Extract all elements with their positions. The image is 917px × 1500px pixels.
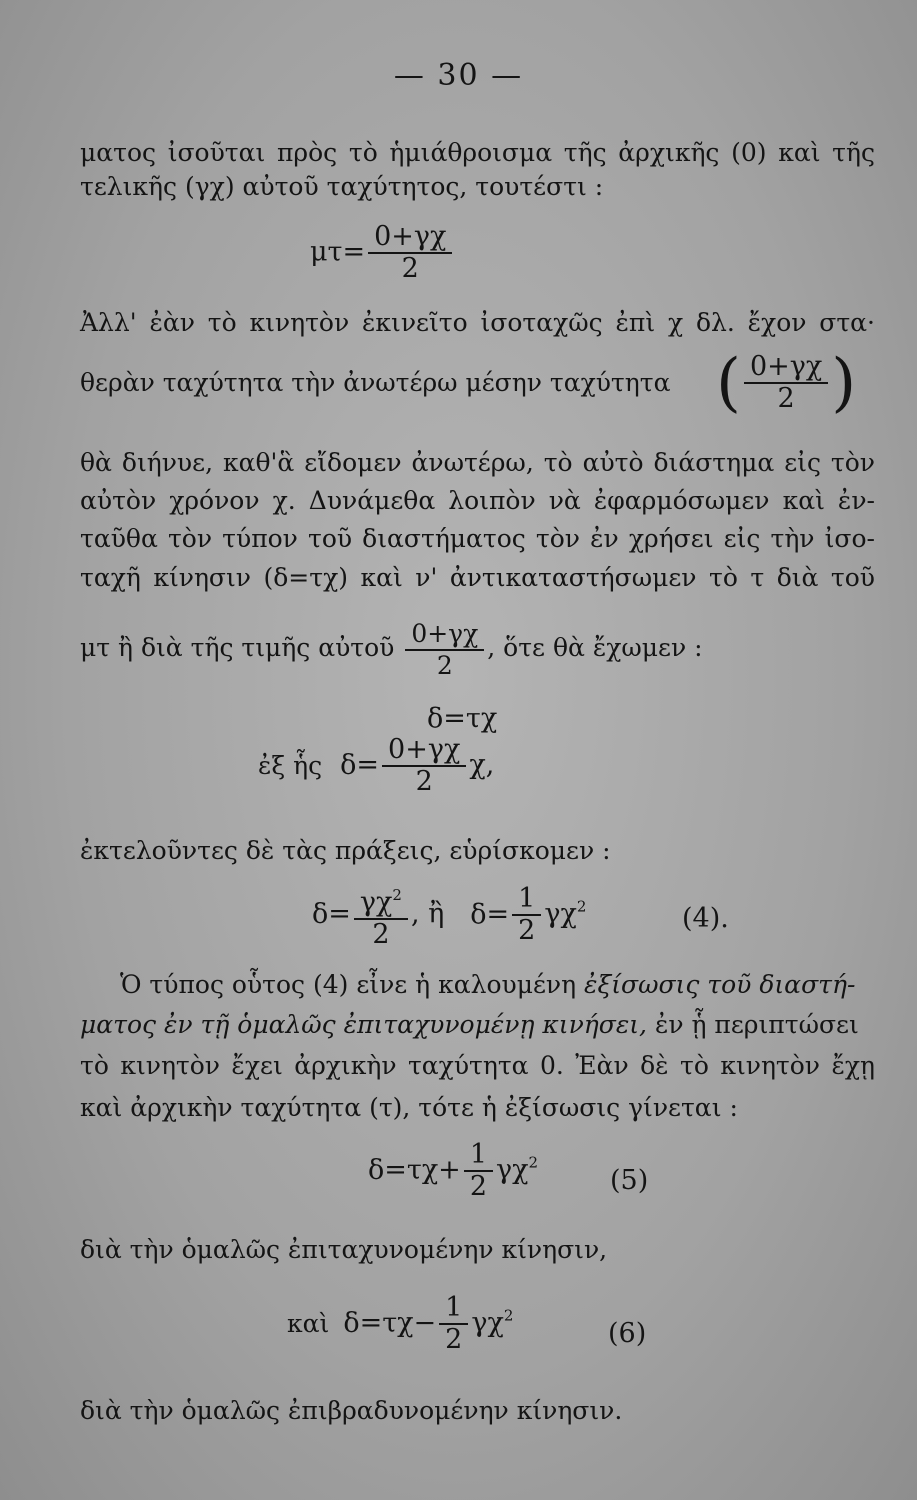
chi-factor: χ,: [469, 749, 495, 781]
text-line-10: ἐκτελοῦντες δὲ τὰς πράξεις, εὑρίσκομεν :: [80, 836, 611, 865]
fraction-numerator: [354, 880, 408, 918]
equation-4-label: (4).: [682, 903, 729, 934]
delta-tau-chi-minus: δ=τχ−: [343, 1307, 437, 1339]
equation-6-label: (6): [608, 1318, 647, 1349]
text-line-5: θὰ διήνυε, καθ'ἃ εἴδομεν ἀνωτέρω, τὸ αὐτὸ διάστημα εἰς τὸν: [80, 448, 875, 477]
fraction-numerator: 1: [469, 1139, 487, 1170]
fraction: [405, 619, 484, 681]
text-line-15: διὰ τὴν ὁμαλῶς ἐπιταχυνομένην κίνησιν,: [80, 1235, 608, 1264]
fraction-numerator: 1: [518, 883, 536, 914]
gamma-chi: γχ: [471, 1307, 504, 1339]
equation-delta-substituted: [258, 735, 494, 797]
delta-tau-chi-plus: δ=τχ+: [368, 1154, 461, 1186]
fraction-numerator: 0+γχ: [374, 221, 447, 252]
delta-equals: δ=: [340, 749, 380, 781]
fraction-denominator: 2: [401, 253, 419, 284]
text-line-6: αὐτὸν χρόνον χ. Δυνάμεθα λοιπὸν νὰ ἐφαρμόσωμεν καὶ ἐν-: [80, 486, 875, 515]
delta-equals: δ=: [470, 898, 510, 930]
text-line-14: καὶ ἀρχικὴν ταχύτητα (τ), τότε ἡ ἐξίσωσις γίνεται :: [80, 1093, 738, 1122]
text-line-16: διὰ τὴν ὁμαλῶς ἐπιβραδυνομένην κίνησιν.: [80, 1396, 623, 1425]
text-line-11-start: Ὁ τύπος οὗτος (4) εἶνε ἡ καλουμένη: [120, 970, 577, 999]
exponent: 2: [528, 1153, 539, 1172]
gamma-chi: γχ: [544, 898, 577, 930]
text-line-12-end: ἐν ᾗ περιπτώσει: [654, 1010, 859, 1039]
text-line-2: τελικῆς (γχ) αὐτοῦ ταχύτητος, τουτέστι :: [80, 172, 604, 201]
equation-4: [312, 880, 586, 950]
fraction-half: [512, 884, 541, 946]
equation-6: [287, 1293, 513, 1355]
equation-lhs: μτ=: [310, 236, 366, 268]
text-line-9-end: , ὅτε θὰ ἔχωμεν :: [487, 633, 703, 662]
fraction: [354, 880, 408, 950]
fraction-numerator: 0+γχ: [388, 734, 461, 765]
text-line-11: [80, 968, 875, 1002]
text-line-9-start: μτ ἢ διὰ τῆς τιμῆς αὐτοῦ: [80, 633, 395, 662]
equation-mean-velocity: [310, 222, 455, 284]
and-word: καὶ: [287, 1308, 330, 1338]
fraction-denominator: 2: [436, 650, 453, 680]
fraction-numerator: 0+γχ: [749, 351, 823, 382]
equation-mean-velocity-inline: [716, 346, 857, 420]
text-line-13: τὸ κινητὸν ἔχει ἀρχικὴν ταχύτητα 0. Ἐὰν δὲ τὸ κινητὸν ἔχῃ: [80, 1051, 875, 1080]
exponent: 2: [503, 1306, 514, 1325]
text-line-7: ταῦθα τὸν τύπον τοῦ διαστήματος τὸν ἐν χρήσει εἰς τὴν ἰσο-: [80, 524, 875, 553]
paren-close: ): [831, 346, 857, 420]
text-line-4: θερὰν ταχύτητα τὴν ἀνωτέρω μέσην ταχύτητα: [80, 368, 671, 397]
equation-5-label: (5): [610, 1165, 649, 1196]
equation-5: [368, 1140, 538, 1202]
fraction: [368, 222, 452, 284]
fraction-denominator: 2: [415, 766, 433, 797]
paren-open: (: [716, 346, 741, 420]
gamma-chi: γχ: [496, 1154, 529, 1186]
fraction-numerator: 0+γχ: [411, 618, 479, 648]
fraction-half: [464, 1140, 493, 1202]
fraction-denominator: 2: [777, 383, 795, 414]
gamma-chi: γχ: [359, 887, 393, 918]
text-line-12: [80, 1008, 875, 1042]
fraction: [382, 735, 466, 797]
text-line-8: ταχῆ κίνησιν (δ=τχ) καὶ ν' ἀντικαταστήσωμεν τὸ τ διὰ τοῦ: [80, 563, 875, 592]
fraction-numerator: 1: [445, 1292, 463, 1323]
exponent: 2: [576, 897, 587, 916]
text-line-12-italic: ματος ἐν τῇ ὁμαλῶς ἐπιταχυνομένῃ κινήσει,: [80, 1010, 647, 1039]
fraction-denominator: 2: [372, 919, 390, 950]
text-line-11-italic: ἐξίσωσις τοῦ διαστή-: [584, 970, 856, 999]
fraction-denominator: 2: [469, 1171, 487, 1202]
fraction: [744, 352, 828, 414]
equation-uniform-distance: δ=τχ: [427, 703, 498, 734]
fraction-denominator: 2: [518, 915, 536, 946]
text-line-3: Ἀλλ' ἐὰν τὸ κινητὸν ἐκινεῖτο ἰσοταχῶς ἐπὶ χ δλ. ἔχον στα·: [80, 308, 875, 337]
fraction-denominator: 2: [445, 1324, 463, 1355]
text-line-1: ματος ἰσοῦται πρὸς τὸ ἡμιάθροισμα τῆς ἀρχικῆς (0) καὶ τῆς: [80, 138, 875, 167]
or-word: , ἢ: [410, 898, 445, 930]
fraction-half: [439, 1293, 468, 1355]
exponent: 2: [392, 886, 402, 904]
text-line-9: [80, 618, 875, 681]
delta-equals: δ=: [312, 898, 351, 930]
page-number: — 30 —: [393, 58, 524, 93]
from-which-label: ἐξ ἧς: [258, 750, 323, 780]
